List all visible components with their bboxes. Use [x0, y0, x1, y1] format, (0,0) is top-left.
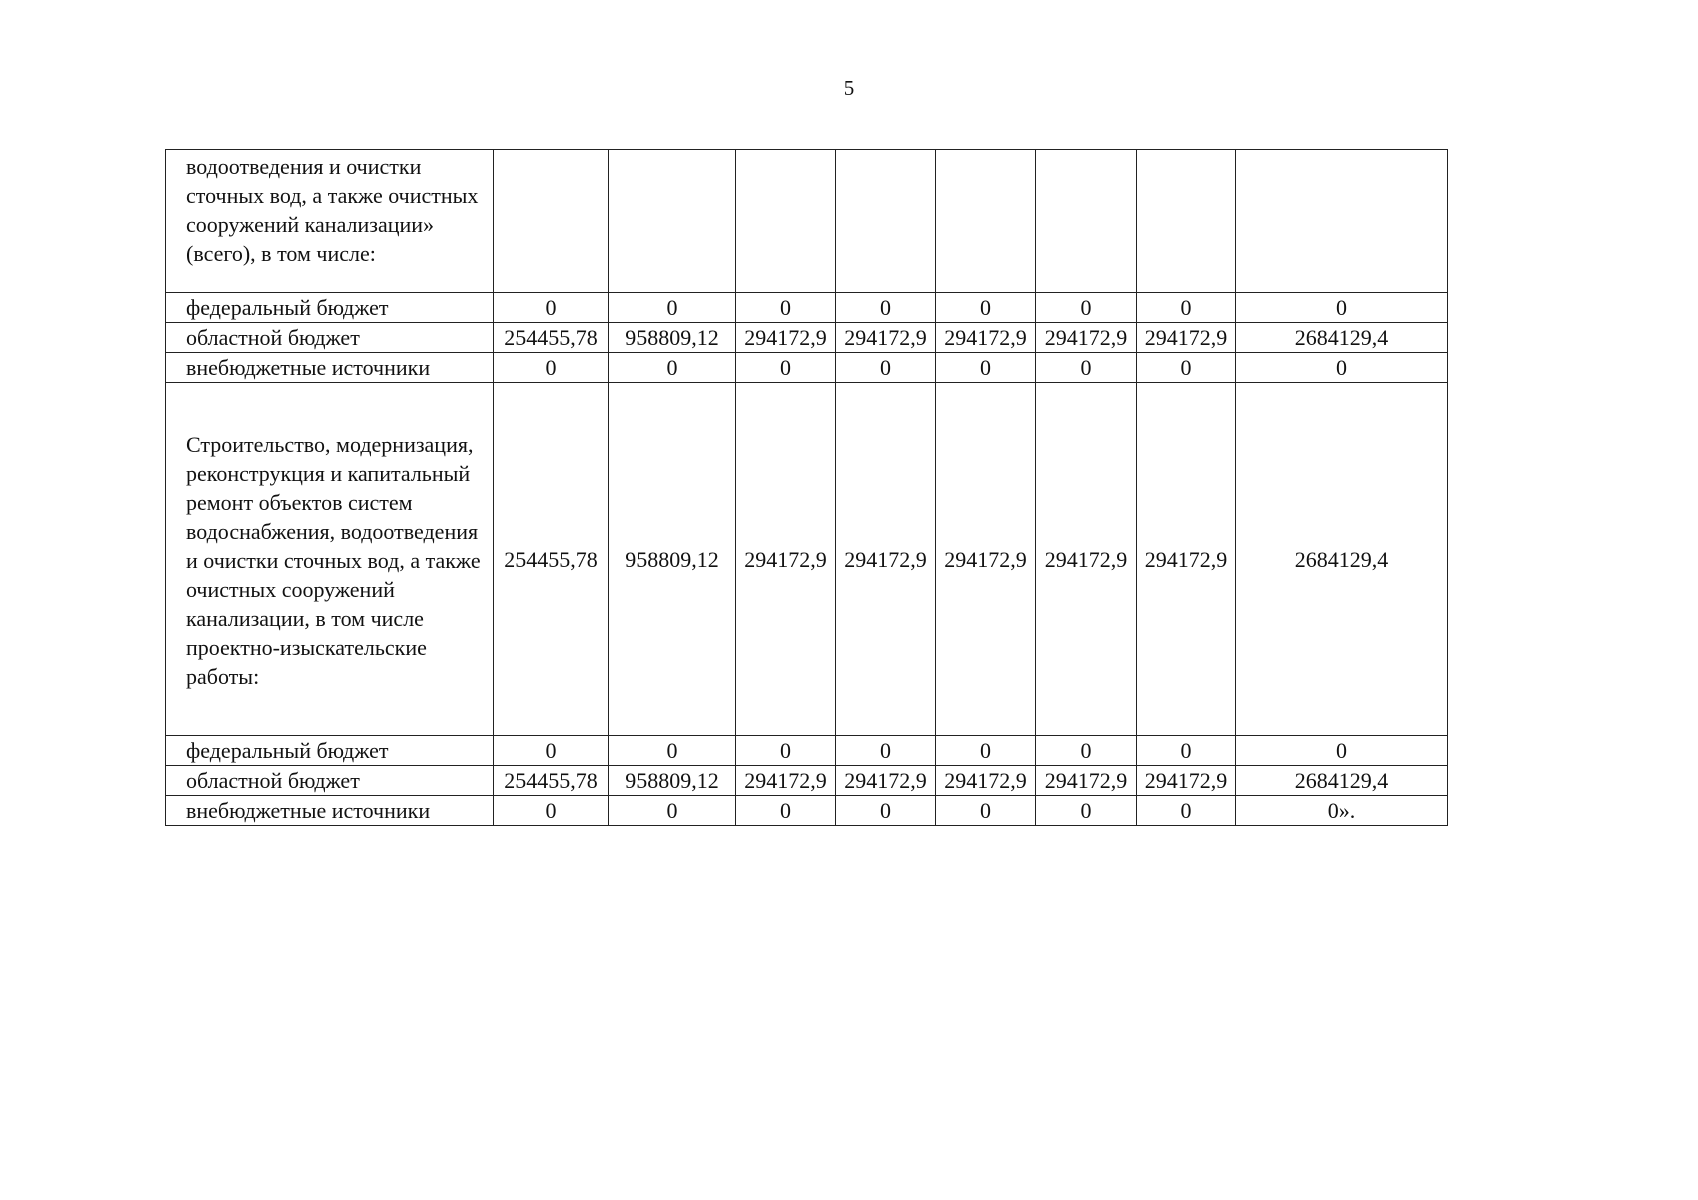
- row-label: федеральный бюджет: [166, 736, 494, 766]
- value-cell: 254455,78: [494, 383, 609, 736]
- value-cell: 0: [1236, 293, 1448, 323]
- value-cell: 294172,9: [836, 766, 936, 796]
- value-cell: 0: [1236, 353, 1448, 383]
- table-row: [166, 293, 1448, 323]
- value-cell: 0: [836, 353, 936, 383]
- value-cell: 294172,9: [1137, 323, 1236, 353]
- value-cell: 0: [1036, 736, 1137, 766]
- value-cell: [736, 150, 836, 293]
- value-cell: 0: [1137, 736, 1236, 766]
- value-cell: 294172,9: [936, 383, 1036, 736]
- value-cell: 0: [1137, 353, 1236, 383]
- table-row: [166, 796, 1448, 826]
- row-label: внебюджетные источники: [166, 796, 494, 826]
- value-cell: 294172,9: [936, 766, 1036, 796]
- value-cell: 0: [736, 293, 836, 323]
- row-label: внебюджетные источники: [166, 353, 494, 383]
- value-cell: 294172,9: [1137, 383, 1236, 736]
- value-cell: 0: [1036, 796, 1137, 826]
- value-cell: [494, 150, 609, 293]
- value-cell: 0».: [1236, 796, 1448, 826]
- value-cell: 2684129,4: [1236, 323, 1448, 353]
- value-cell: 0: [936, 796, 1036, 826]
- row-label: Строительство, модернизация, реконструкция и капитальный ремонт объектов систем водоснабжения, водоотведения и очистки сточных вод, а также очистных сооружений канализации, в том числе проектно-изыскательские работы:: [166, 383, 494, 736]
- row-label: федеральный бюджет: [166, 293, 494, 323]
- budget-table: [165, 149, 1448, 826]
- value-cell: 0: [736, 353, 836, 383]
- value-cell: 294172,9: [1137, 766, 1236, 796]
- value-cell: 294172,9: [836, 323, 936, 353]
- value-cell: 0: [609, 736, 736, 766]
- value-cell: 0: [936, 293, 1036, 323]
- table-row: [166, 150, 1448, 293]
- value-cell: [609, 150, 736, 293]
- table-row: [166, 383, 1448, 736]
- table-row: [166, 766, 1448, 796]
- value-cell: 0: [609, 353, 736, 383]
- row-label: областной бюджет: [166, 323, 494, 353]
- value-cell: 0: [836, 293, 936, 323]
- value-cell: 0: [836, 796, 936, 826]
- value-cell: [936, 150, 1036, 293]
- value-cell: 294172,9: [1036, 383, 1137, 736]
- value-cell: 0: [609, 293, 736, 323]
- value-cell: 2684129,4: [1236, 766, 1448, 796]
- value-cell: 958809,12: [609, 766, 736, 796]
- value-cell: 294172,9: [836, 383, 936, 736]
- value-cell: [1036, 150, 1137, 293]
- row-label: водоотведения и очистки сточных вод, а также очистных сооружений канализации» (всего), в том числе:: [166, 150, 494, 293]
- value-cell: 294172,9: [936, 323, 1036, 353]
- value-cell: 254455,78: [494, 766, 609, 796]
- value-cell: 0: [936, 353, 1036, 383]
- page-number: 5: [843, 76, 855, 100]
- value-cell: 2684129,4: [1236, 383, 1448, 736]
- value-cell: 0: [836, 736, 936, 766]
- value-cell: 0: [936, 736, 1036, 766]
- value-cell: 0: [1137, 293, 1236, 323]
- value-cell: [836, 150, 936, 293]
- value-cell: 0: [494, 353, 609, 383]
- value-cell: 0: [736, 796, 836, 826]
- value-cell: 0: [494, 736, 609, 766]
- value-cell: 294172,9: [1036, 766, 1137, 796]
- value-cell: 958809,12: [609, 383, 736, 736]
- value-cell: 294172,9: [1036, 323, 1137, 353]
- value-cell: 0: [1137, 796, 1236, 826]
- table-row: [166, 736, 1448, 766]
- value-cell: 0: [494, 796, 609, 826]
- value-cell: 0: [736, 736, 836, 766]
- value-cell: 0: [494, 293, 609, 323]
- value-cell: 958809,12: [609, 323, 736, 353]
- value-cell: 254455,78: [494, 323, 609, 353]
- value-cell: 0: [1236, 736, 1448, 766]
- value-cell: 0: [1036, 353, 1137, 383]
- value-cell: 0: [609, 796, 736, 826]
- table-row: [166, 353, 1448, 383]
- value-cell: [1236, 150, 1448, 293]
- value-cell: 294172,9: [736, 383, 836, 736]
- value-cell: 294172,9: [736, 766, 836, 796]
- value-cell: 294172,9: [736, 323, 836, 353]
- table-row: [166, 323, 1448, 353]
- value-cell: [1137, 150, 1236, 293]
- row-label: областной бюджет: [166, 766, 494, 796]
- value-cell: 0: [1036, 293, 1137, 323]
